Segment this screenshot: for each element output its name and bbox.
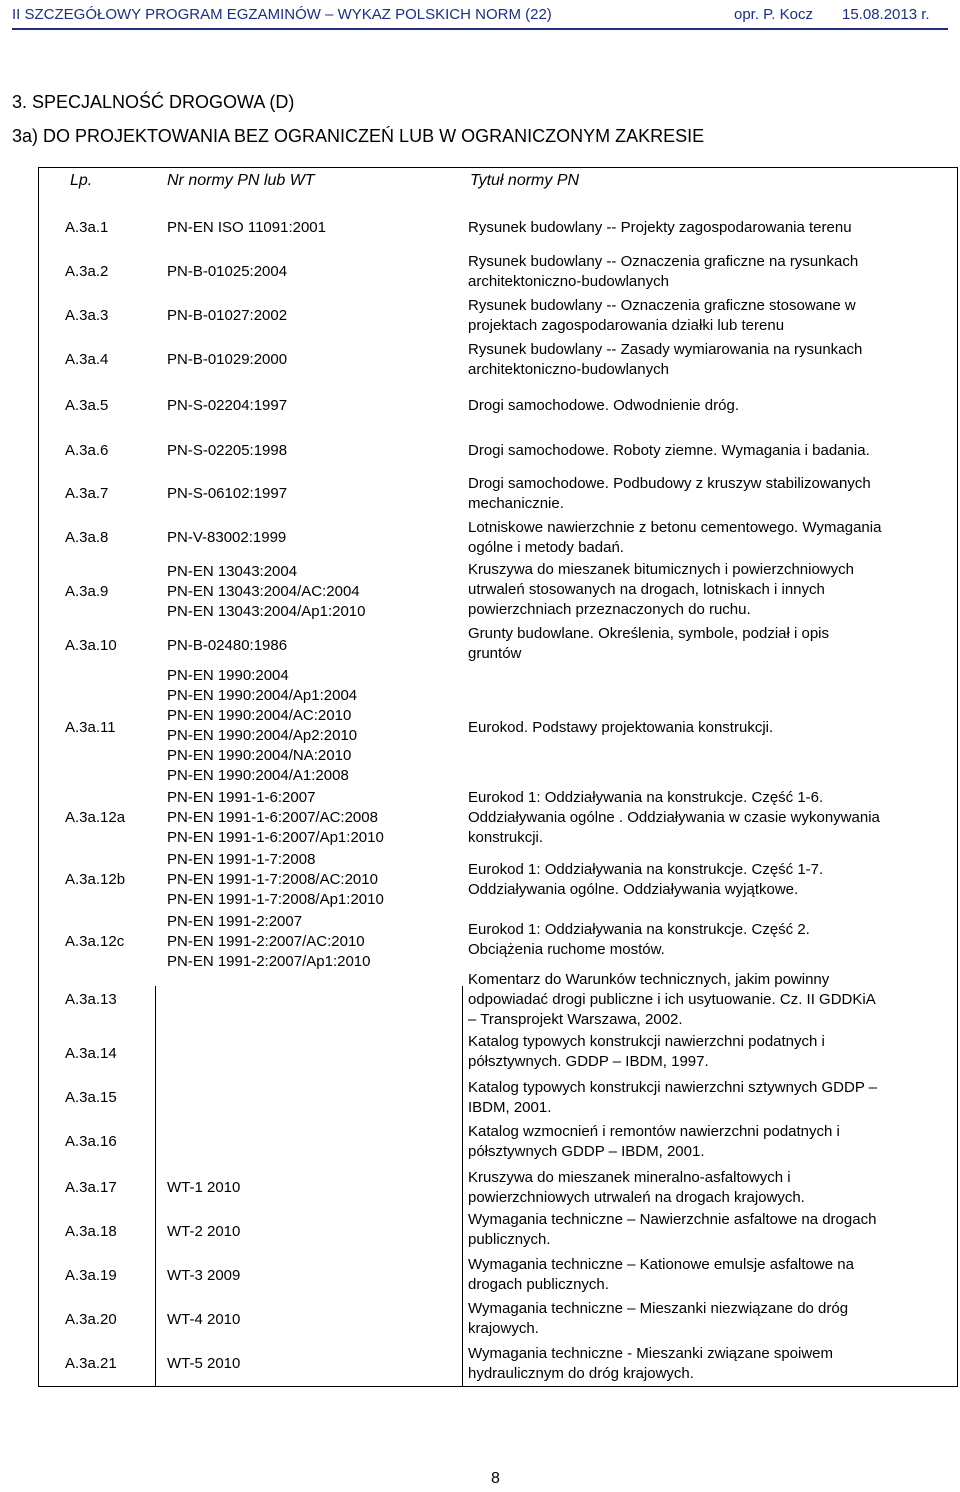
row-lp: A.3a.11 [65, 719, 116, 736]
row-lp: A.3a.5 [65, 397, 109, 414]
row-norm-title: Wymagania techniczne – Nawierzchnie asfaltowe na drogach [468, 1211, 877, 1228]
row-norm-title: Rysunek budowlany -- Projekty zagospodarowania terenu [468, 219, 852, 236]
page-number: 8 [491, 1470, 500, 1487]
row-norm-number: PN-EN ISO 11091:2001 [167, 219, 326, 236]
column-divider-2 [462, 986, 463, 1386]
row-norm-title: Eurokod 1: Oddziaływania na konstrukcje. Część 2. [468, 921, 810, 938]
row-norm-number: PN-S-06102:1997 [167, 485, 288, 502]
header-norm-number: Nr normy PN lub WT [167, 172, 315, 189]
row-lp: A.3a.17 [65, 1179, 117, 1196]
row-lp: A.3a.12c [65, 933, 125, 950]
header-date: 15.08.2013 r. [842, 6, 930, 23]
row-norm-title: mechanicznie. [468, 495, 564, 512]
row-norm-number: WT-1 2010 [167, 1179, 241, 1196]
row-lp: A.3a.9 [65, 583, 109, 600]
row-norm-title: – Transprojekt Warszawa, 2002. [468, 1011, 683, 1028]
row-norm-title: Lotniskowe nawierzchnie z betonu cementowego. Wymagania [468, 519, 882, 536]
row-lp: A.3a.4 [65, 351, 109, 368]
row-lp: A.3a.6 [65, 442, 109, 459]
row-norm-title: gruntów [468, 645, 522, 662]
row-norm-title: Rysunek budowlany -- Oznaczenia graficzne stosowane w [468, 297, 856, 314]
row-norm-number: PN-EN 13043:2004/Ap1:2010 [167, 603, 366, 620]
row-norm-title: publicznych. [468, 1231, 551, 1248]
row-norm-number: PN-EN 1991-1-6:2007/Ap1:2010 [167, 829, 384, 846]
row-norm-title: Komentarz do Warunków technicznych, jakim powinny [468, 971, 830, 988]
row-norm-number: PN-EN 1991-1-7:2008/AC:2010 [167, 871, 378, 888]
row-lp: A.3a.13 [65, 991, 117, 1008]
row-norm-title: krajowych. [468, 1320, 539, 1337]
row-norm-title: Katalog typowych konstrukcji nawierzchni sztywnych GDDP – [468, 1079, 878, 1096]
row-lp: A.3a.20 [65, 1311, 117, 1328]
row-norm-number: WT-3 2009 [167, 1267, 241, 1284]
section-title: 3. SPECJALNOŚĆ DROGOWA (D) [12, 92, 295, 112]
row-norm-title: Oddziaływania ogólne . Oddziaływania w czasie wykonywania [468, 809, 880, 826]
row-norm-title: utrwaleń stosowanych na drogach, lotniskach i innych [468, 581, 825, 598]
row-norm-title: Drogi samochodowe. Podbudowy z kruszyw stabilizowanych [468, 475, 871, 492]
row-norm-title: Eurokod. Podstawy projektowania konstrukcji. [468, 719, 774, 736]
row-norm-title: ogólne i metody badań. [468, 539, 624, 556]
row-norm-title: Rysunek budowlany -- Oznaczenia graficzne na rysunkach [468, 253, 859, 270]
row-lp: A.3a.18 [65, 1223, 117, 1240]
row-norm-title: powierzchniach przeznaczonych do ruchu. [468, 601, 751, 618]
row-norm-title: drogach publicznych. [468, 1276, 609, 1293]
row-norm-number: PN-EN 1990:2004/Ap2:2010 [167, 727, 358, 744]
row-lp: A.3a.1 [65, 219, 109, 236]
row-lp: A.3a.3 [65, 307, 109, 324]
row-lp: A.3a.2 [65, 263, 109, 280]
row-norm-number: PN-EN 1990:2004 [167, 667, 289, 684]
row-norm-title: architektoniczno-budowlanych [468, 361, 669, 378]
row-norm-title: Grunty budowlane. Określenia, symbole, podział i opis [468, 625, 830, 642]
header-divider [12, 28, 948, 30]
row-lp: A.3a.15 [65, 1089, 117, 1106]
header-title: II SZCZEGÓŁOWY PROGRAM EGZAMINÓW – WYKAZ POLSKICH NORM (22) [12, 6, 552, 23]
row-norm-number: PN-B-02480:1986 [167, 637, 288, 654]
row-norm-number: PN-S-02204:1997 [167, 397, 288, 414]
row-norm-title: Wymagania techniczne - Mieszanki związane spoiwem [468, 1345, 834, 1362]
row-norm-number: PN-EN 1991-2:2007/Ap1:2010 [167, 953, 371, 970]
row-norm-title: Eurokod 1: Oddziaływania na konstrukcje. Część 1-6. [468, 789, 824, 806]
row-norm-title: Kruszywa do mieszanek bitumicznych i powierzchniowych [468, 561, 854, 578]
row-norm-title: Eurokod 1: Oddziaływania na konstrukcje. Część 1-7. [468, 861, 824, 878]
row-norm-title: Drogi samochodowe. Odwodnienie dróg. [468, 397, 739, 414]
row-norm-title: Wymagania techniczne – Kationowe emulsje asfaltowe na [468, 1256, 854, 1273]
row-norm-number: PN-EN 1990:2004/Ap1:2004 [167, 687, 358, 704]
row-norm-title: Oddziaływania ogólne. Oddziaływania wyjątkowe. [468, 881, 799, 898]
header-norm-title: Tytuł normy PN [470, 172, 580, 189]
row-norm-title: projektach zagospodarowania działki lub terenu [468, 317, 785, 334]
row-norm-number: WT-2 2010 [167, 1223, 241, 1240]
row-norm-title: odpowiadać drogi publiczne i ich usytuowanie. Cz. II GDDKiA [468, 991, 876, 1008]
row-norm-number: PN-EN 13043:2004 [167, 563, 298, 580]
section-subtitle: 3a) DO PROJEKTOWANIA BEZ OGRANICZEŃ LUB W OGRANICZONYM ZAKRESIE [12, 126, 705, 146]
row-norm-number: PN-B-01029:2000 [167, 351, 288, 368]
column-divider-1 [155, 986, 156, 1386]
row-norm-title: półsztywnych GDDP – IBDM, 2001. [468, 1143, 705, 1160]
row-norm-title: Katalog typowych konstrukcji nawierzchni podatnych i [468, 1033, 825, 1050]
row-norm-number: PN-EN 1990:2004/AC:2010 [167, 707, 352, 724]
row-lp: A.3a.12b [65, 871, 126, 888]
row-norm-number: PN-EN 1990:2004/NA:2010 [167, 747, 352, 764]
row-norm-title: Rysunek budowlany -- Zasady wymiarowania na rysunkach [468, 341, 863, 358]
row-norm-number: PN-S-02205:1998 [167, 442, 288, 459]
row-norm-number: PN-EN 1991-2:2007 [167, 913, 303, 930]
row-norm-number: PN-EN 1991-1-7:2008 [167, 851, 316, 868]
row-norm-number: WT-5 2010 [167, 1355, 241, 1372]
row-norm-number: PN-EN 1991-2:2007/AC:2010 [167, 933, 365, 950]
row-norm-number: PN-B-01027:2002 [167, 307, 288, 324]
row-norm-title: Drogi samochodowe. Roboty ziemne. Wymagania i badania. [468, 442, 870, 459]
header-author: opr. P. Kocz [734, 6, 813, 23]
row-norm-number: PN-EN 1991-1-6:2007/AC:2008 [167, 809, 378, 826]
row-lp: A.3a.19 [65, 1267, 117, 1284]
row-norm-title: Kruszywa do mieszanek mineralno-asfaltowych i [468, 1169, 791, 1186]
row-norm-number: PN-V-83002:1999 [167, 529, 287, 546]
row-norm-title: IBDM, 2001. [468, 1099, 552, 1116]
row-norm-number: WT-4 2010 [167, 1311, 241, 1328]
row-norm-title: architektoniczno-budowlanych [468, 273, 669, 290]
row-norm-number: PN-EN 1991-1-7:2008/Ap1:2010 [167, 891, 384, 908]
row-norm-title: Wymagania techniczne – Mieszanki niezwiązane do dróg [468, 1300, 849, 1317]
row-lp: A.3a.16 [65, 1133, 117, 1150]
row-norm-title: Katalog wzmocnień i remontów nawierzchni podatnych i [468, 1123, 840, 1140]
row-norm-number: PN-B-01025:2004 [167, 263, 288, 280]
row-norm-number: PN-EN 13043:2004/AC:2004 [167, 583, 360, 600]
row-lp: A.3a.21 [65, 1355, 117, 1372]
row-norm-title: Obciążenia ruchome mostów. [468, 941, 665, 958]
row-lp: A.3a.10 [65, 637, 117, 654]
header-lp: Lp. [70, 172, 93, 189]
row-lp: A.3a.8 [65, 529, 109, 546]
row-norm-title: konstrukcji. [468, 829, 544, 846]
row-lp: A.3a.14 [65, 1045, 117, 1062]
row-lp: A.3a.12a [65, 809, 126, 826]
row-norm-title: półsztywnych. GDDP – IBDM, 1997. [468, 1053, 709, 1070]
row-lp: A.3a.7 [65, 485, 109, 502]
row-norm-number: PN-EN 1991-1-6:2007 [167, 789, 316, 806]
row-norm-number: PN-EN 1990:2004/A1:2008 [167, 767, 349, 784]
row-norm-title: powierzchniowych utrwaleń na drogach krajowych. [468, 1189, 805, 1206]
row-norm-title: hydraulicznym do dróg krajowych. [468, 1365, 694, 1382]
